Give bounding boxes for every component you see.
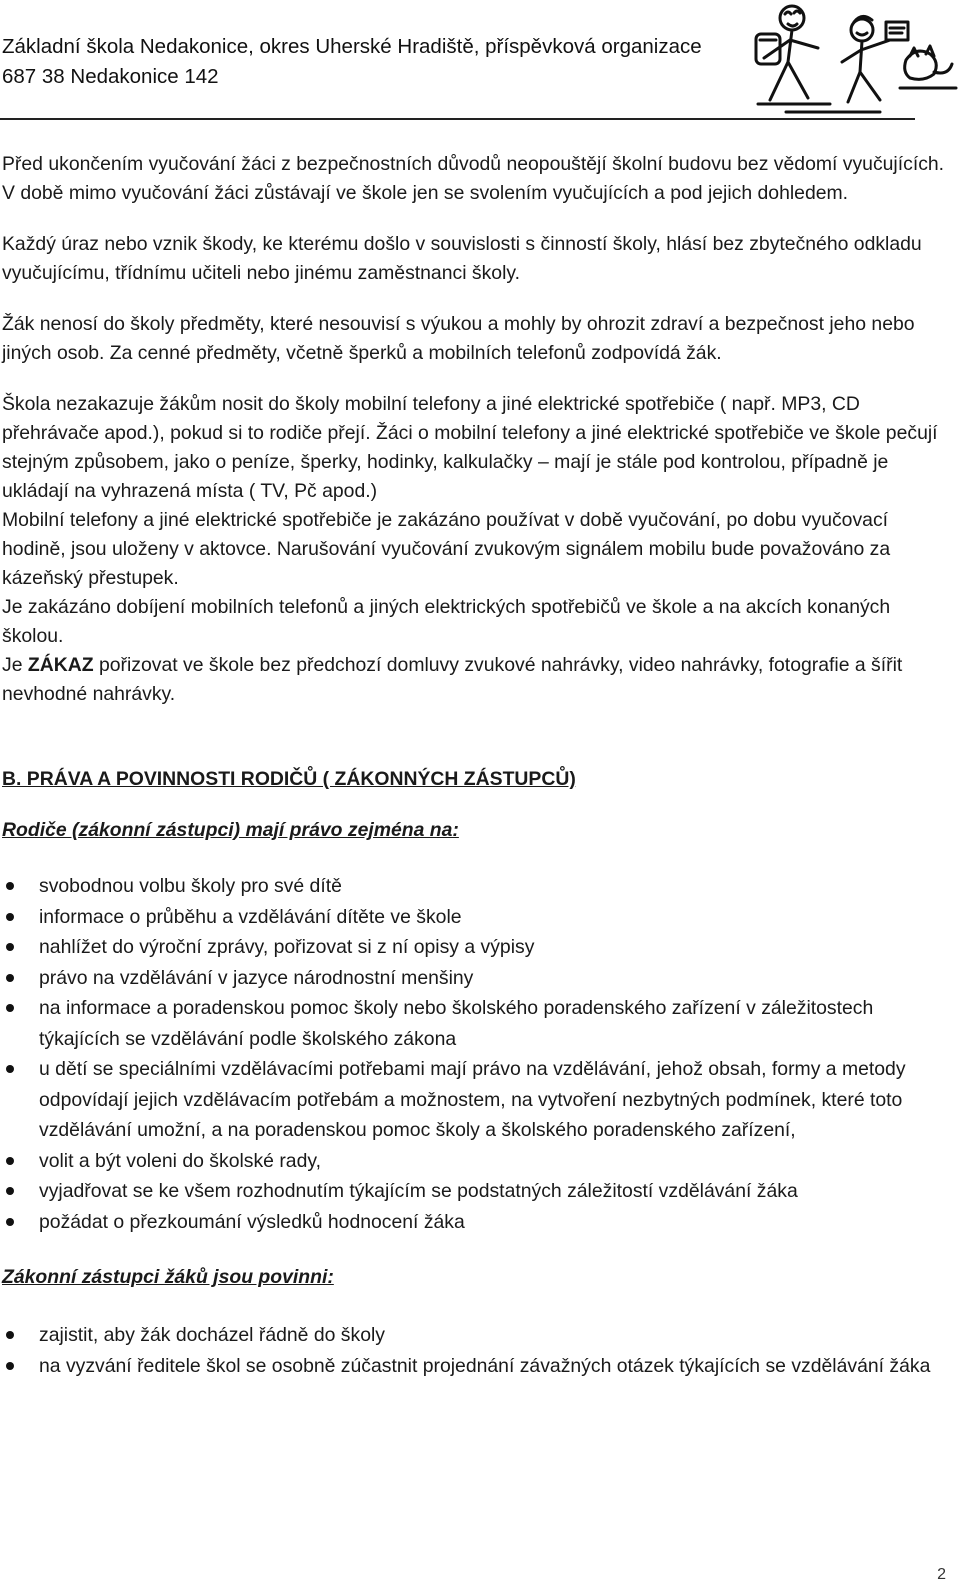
list-item: zajistit, aby žák docházel řádně do školy [2, 1320, 950, 1351]
duties-heading: Zákonní zástupci žáků jsou povinni: [2, 1266, 334, 1288]
paragraph-recording-ban [2, 651, 950, 709]
list-item: nahlížet do výroční zprávy, pořizovat si z ní opisy a výpisy [2, 932, 950, 963]
recording-ban-rest: pořizovat ve škole bez předchozí domluvy zvukové nahrávky, video nahrávky, fotografie a šířit nevhodné nahrávky. [2, 654, 903, 705]
paragraph-mobile-phones: Škola nezakazuje žákům nosit do školy mobilní telefony a jiné elektrické spotřebiče ( např. MP3, CD přehrávače apod.), pokud si to rodiče přejí. Žáci o mobilní telefony a jiné elektrické spotřebiče ve škole pečují stejným způsobem, jako o peníze, šperky, hodinky, kalkulačky – mají je stále pod kontrolou, případně je ukládají na vyhrazená místa ( TV, Pč apod.) [2, 393, 938, 502]
bullet-icon [6, 1331, 14, 1339]
recording-ban-strong: ZÁKAZ [27, 654, 94, 676]
bullet-icon [6, 1004, 14, 1012]
bullet-icon [6, 1157, 14, 1165]
bullet-icon [6, 913, 14, 921]
bullet-icon [6, 943, 14, 951]
recording-ban-prefix: Je [2, 654, 28, 676]
list-item: požádat o přezkoumání výsledků hodnocení žáka [2, 1207, 950, 1238]
bullet-icon [6, 1065, 14, 1073]
document-body [2, 150, 950, 1381]
paragraph-charging-ban: Je zakázáno dobíjení mobilních telefonů a jiných elektrických spotřebičů ve škole a na akcích konaných školou. [2, 596, 891, 647]
list-item: na informace a poradenskou pomoc školy nebo školského poradenského zařízení v záležitostech týkajících se vzdělávání podle školského zákona [2, 993, 950, 1054]
header-divider [0, 118, 915, 120]
page-number: 2 [937, 1566, 946, 1583]
rights-heading: Rodiče (zákonní zástupci) mají právo zejména na: [2, 819, 459, 841]
bullet-icon [6, 1362, 14, 1370]
paragraph-dangerous-items: Žák nenosí do školy předměty, které nesouvisí s výukou a mohly by ohrozit zdraví a bezpečnost jeho nebo jiných osob. Za cenné předměty, včetně šperků a mobilních telefonů zodpovídá žák. [2, 313, 915, 364]
bullet-icon [6, 882, 14, 890]
paragraph-leaving-school: Před ukončením vyučování žáci z bezpečnostních důvodů neopouštějí školní budovu bez vědomí vyučujících. V době mimo vyučování žáci zůstávají ve škole jen se svolením vyučujících a pod jejich dohledem. [2, 153, 945, 204]
paragraph-phone-usage: Mobilní telefony a jiné elektrické spotřebiče je zakázáno používat v době vyučování, po dobu vyučovací hodině, jsou uloženy v aktovce. Narušování vyučování zvukovým signálem mobilu bude považováno za kázeňský přestupek. [2, 509, 891, 589]
duties-list [2, 1320, 950, 1381]
bullet-icon [6, 974, 14, 982]
list-item: u dětí se speciálními vzdělávacími potřebami mají právo na vzdělávání, jehož obsah, formy a metody odpovídají jejich vzdělávacím potřebám a možnostem, na vytvoření nezbytných podmínek, které toto vzdělávání umožní, a na poradenskou pomoc školy a školského poradenského zařízení, [2, 1054, 950, 1146]
list-item: právo na vzdělávání v jazyce národnostní menšiny [2, 963, 950, 994]
school-children-drawing-icon [730, 0, 960, 115]
list-item: vyjadřovat se ke všem rozhodnutím týkajícím se podstatných záležitostí vzdělávání žáka [2, 1176, 950, 1207]
bullet-icon [6, 1187, 14, 1195]
bullet-icon [6, 1218, 14, 1226]
list-item: volit a být voleni do školské rady, [2, 1146, 950, 1177]
school-name: Základní škola Nedakonice, okres Uherské Hradiště, příspěvková organizace [2, 35, 702, 58]
rights-list [2, 871, 950, 1237]
paragraph-injury-report: Každý úraz nebo vznik škody, ke kterému došlo v souvislosti s činností školy, hlásí bez zbytečného odkladu vyučujícímu, třídnímu učiteli nebo jinému zaměstnanci školy. [2, 233, 922, 284]
list-item: informace o průběhu a vzdělávání dítěte ve škole [2, 902, 950, 933]
section-b-title: B. PRÁVA A POVINNOSTI RODIČŮ ( ZÁKONNÝCH ZÁSTUPCŮ) [2, 768, 576, 790]
list-item: na vyzvání ředitele škol se osobně zúčastnit projednání závažných otázek týkajících se vzdělávání žáka [2, 1351, 950, 1382]
school-address: 687 38 Nedakonice 142 [2, 65, 219, 88]
list-item: svobodnou volbu školy pro své dítě [2, 871, 950, 902]
